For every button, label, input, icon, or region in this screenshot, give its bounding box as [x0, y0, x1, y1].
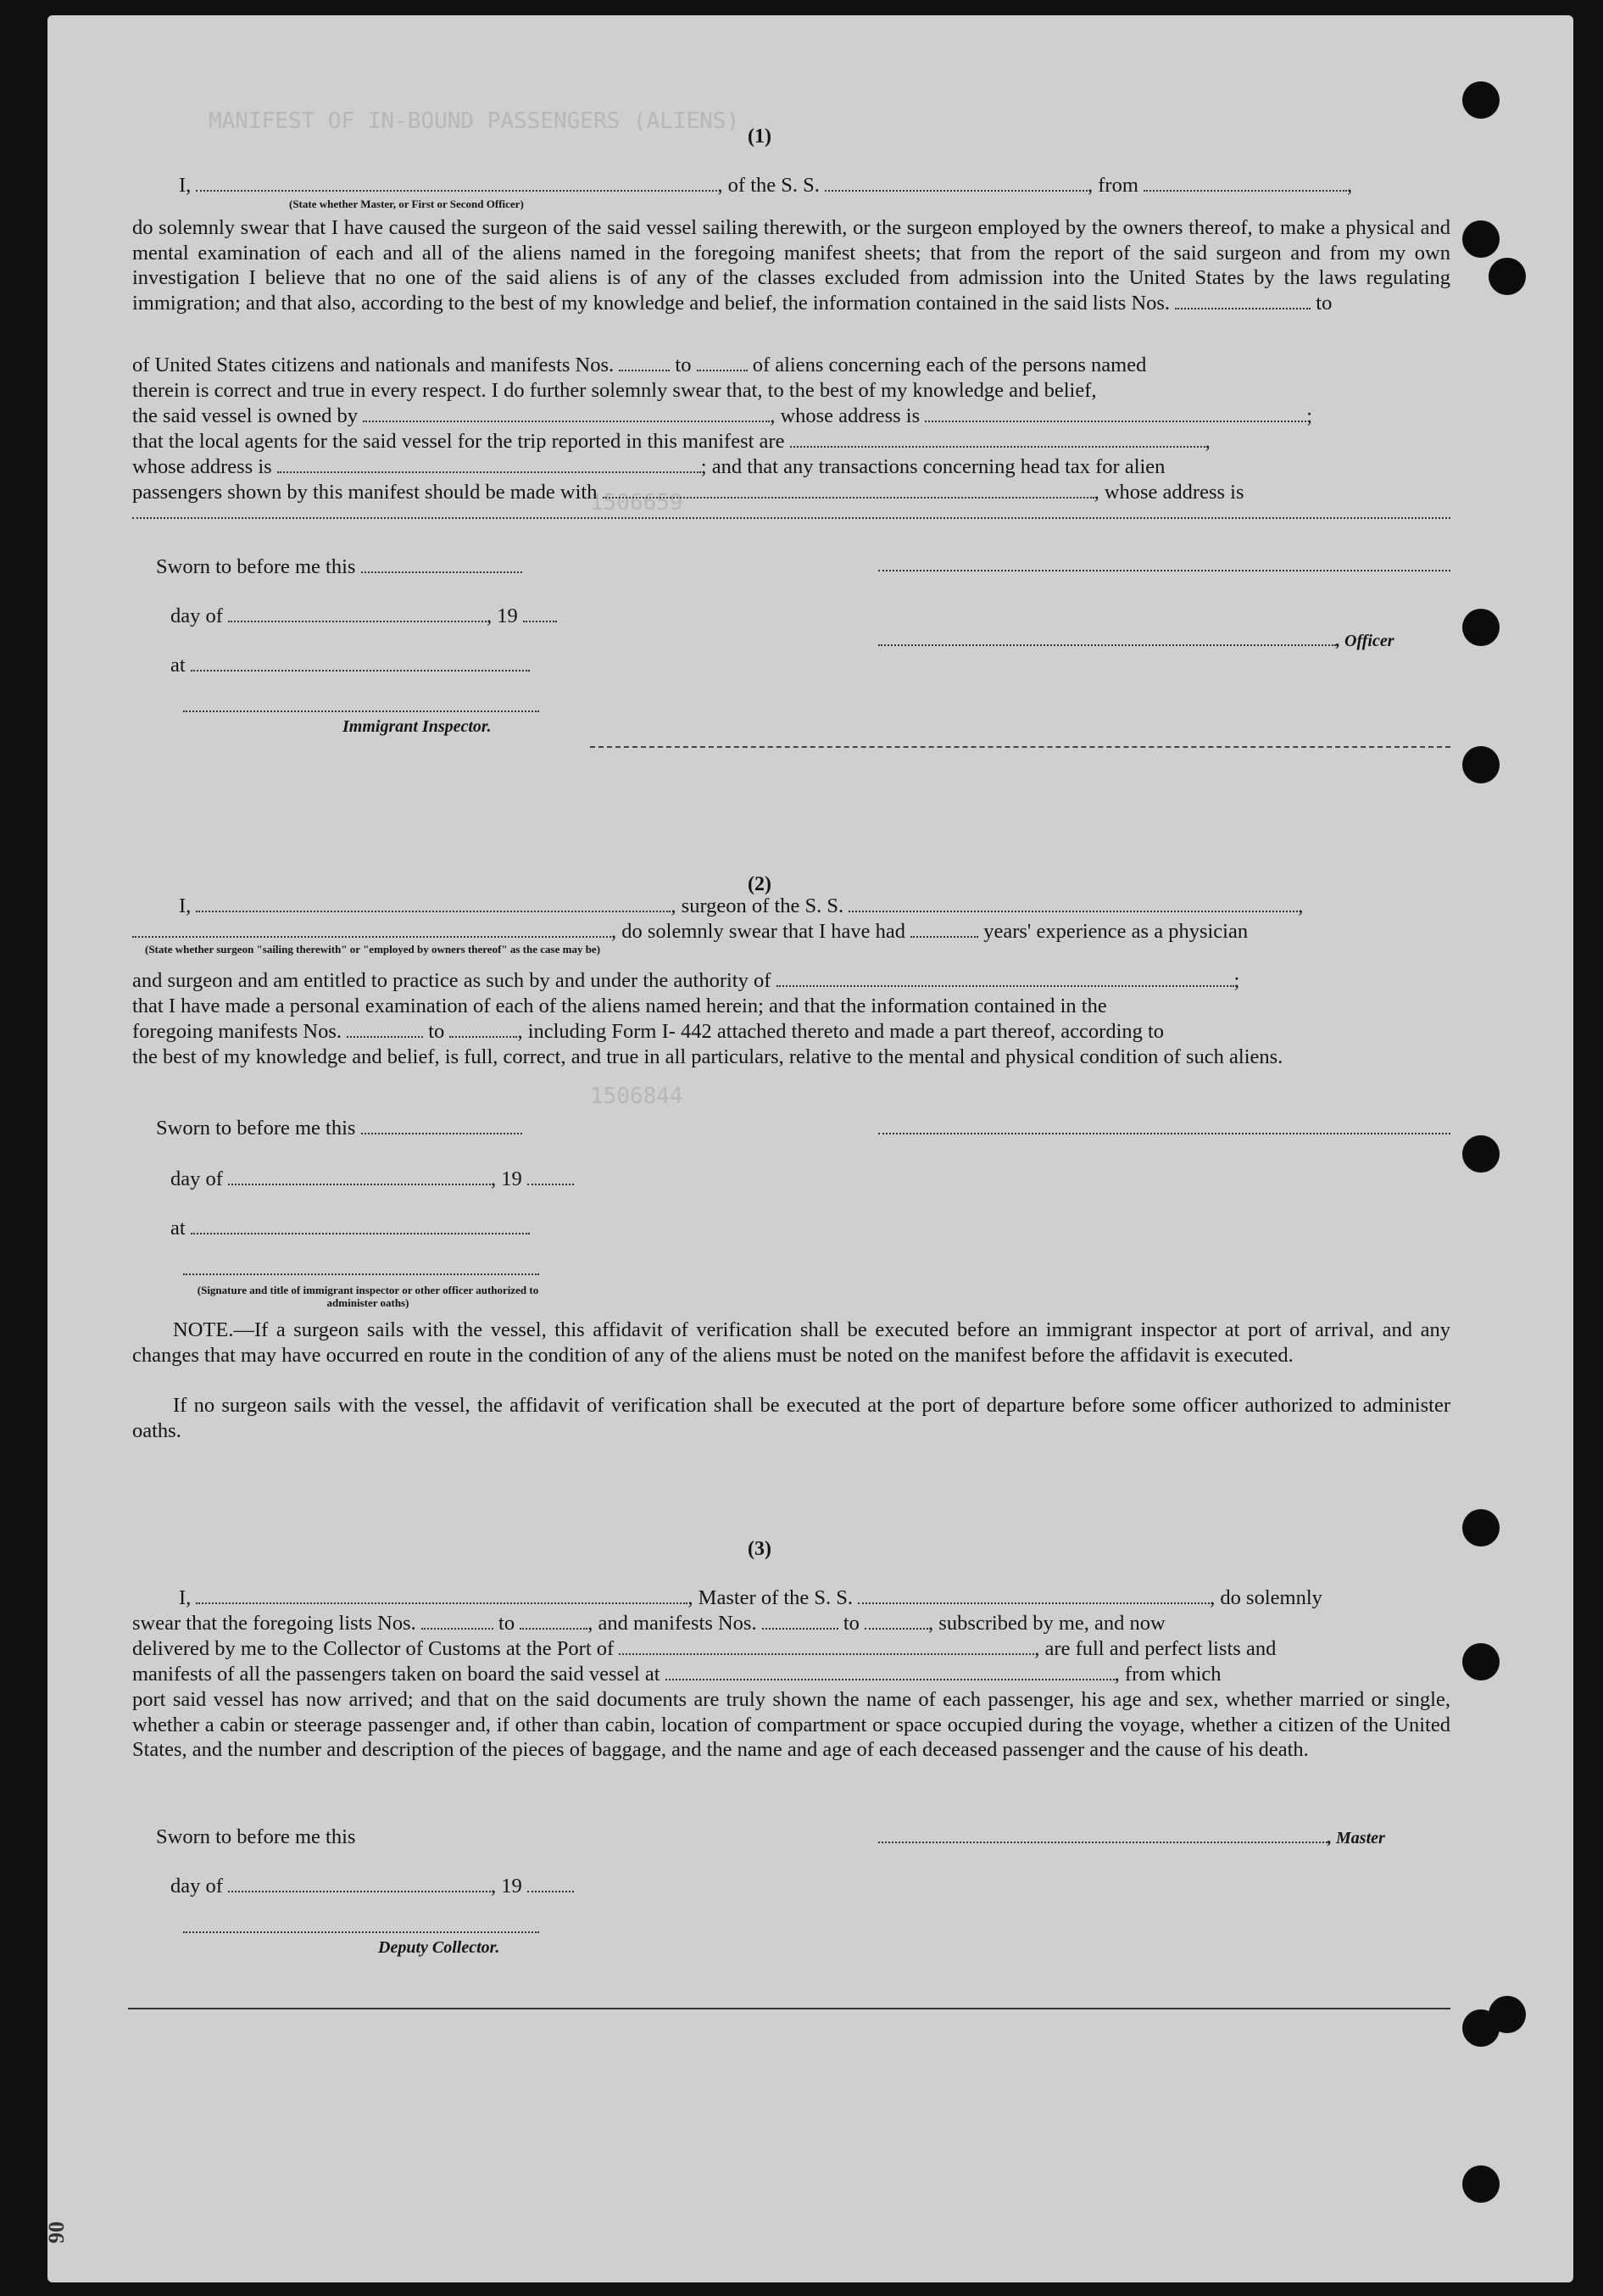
year-field[interactable]: [523, 605, 557, 622]
caption-master-officer: (State whether Master, or First or Second Officer): [289, 198, 524, 210]
section-1-whose-line: whose address is ; and that any transactions concerning head tax for alien: [132, 455, 1166, 478]
agents-address-field[interactable]: [277, 456, 701, 473]
master-signature-row: [878, 1825, 1385, 1852]
owner-field[interactable]: [363, 405, 770, 422]
authority-field[interactable]: [776, 970, 1234, 987]
signature-caption: (Signature and title of immigrant inspector or other officer authorized to administer oaths): [197, 1284, 539, 1309]
officer-rank-field[interactable]: [196, 175, 717, 192]
section-divider: [590, 746, 1450, 750]
section-2-sworn-line: Sworn to before me this: [156, 1116, 522, 1141]
binder-hole: [1462, 746, 1500, 783]
section-3-day-line: day of , 19: [170, 1874, 574, 1899]
bottom-rule: [128, 2008, 1450, 2009]
bleed-through-text: 1506844: [590, 1084, 683, 1109]
binder-hole: [1489, 1996, 1526, 2033]
section-3-manifests-line: manifests of all the passengers taken on board the said vessel at , from which: [132, 1663, 1222, 1686]
head-tax-address-field[interactable]: [132, 515, 1450, 519]
swear-manifests-to-field[interactable]: [865, 1613, 928, 1630]
binder-hole: [1462, 1509, 1500, 1546]
label-i: I,: [179, 174, 192, 197]
swear-lists-from-field[interactable]: [421, 1613, 493, 1630]
departure-port-field[interactable]: [1144, 175, 1347, 192]
sworn-date-field-2[interactable]: [361, 1117, 522, 1134]
section-2-number: (2): [748, 873, 771, 895]
binder-hole: [1462, 220, 1500, 258]
inspector-signature-line-2[interactable]: [183, 1272, 539, 1275]
section-2-at-line: at: [170, 1216, 530, 1241]
binder-hole: [1462, 1643, 1500, 1680]
section-1-citizens-line: of United States citizens and nationals and manifests Nos. to of aliens concerning each of the persons named: [132, 354, 1147, 376]
officer-signature-line-1[interactable]: [878, 568, 1450, 571]
deputy-collector-label: Deputy Collector.: [378, 1938, 500, 1957]
binder-hole: [1462, 1135, 1500, 1173]
owner-address-field[interactable]: [925, 405, 1306, 422]
boarding-port-field[interactable]: [665, 1663, 1115, 1680]
vessel-name-field[interactable]: [825, 175, 1088, 192]
binder-hole: [1489, 258, 1526, 295]
master-vessel-field[interactable]: [858, 1587, 1210, 1604]
deputy-collector-signature-line[interactable]: [183, 1930, 539, 1933]
label-from: , from: [1088, 174, 1138, 197]
section-3-sworn-line: Sworn to before me this: [156, 1825, 356, 1848]
section-3-line-1: I, , Master of the S. S. , do solemnly: [179, 1586, 1322, 1609]
note-2-paragraph: If no surgeon sails with the vessel, the affidavit of verification shall be executed at the port of departure before some officer authorized to administer oaths.: [132, 1394, 1450, 1442]
label-of-ss: , of the S. S.: [717, 174, 820, 197]
surgeon-caption: (State whether surgeon "sailing therewith" or "employed by owners thereof" as the case may be): [145, 943, 601, 956]
at-place-field-2[interactable]: [191, 1218, 530, 1234]
master-label: , Master: [1327, 1829, 1385, 1847]
officer-label: , Officer: [1336, 632, 1394, 650]
manifests-from-field[interactable]: [619, 354, 670, 371]
section-3-number: (3): [748, 1538, 771, 1560]
day-field-2[interactable]: [228, 1168, 491, 1185]
years-experience-field[interactable]: [910, 921, 978, 938]
section-1-agents-line: that the local agents for the said vessel for the trip reported in this manifest are ,: [132, 430, 1211, 453]
manifest-page: [44, 15, 1573, 2282]
immigrant-inspector-signature-line[interactable]: [183, 709, 539, 712]
manifests-to-field[interactable]: [697, 354, 748, 371]
port-of-field[interactable]: [619, 1638, 1034, 1655]
note-paragraph: NOTE.—If a surgeon sails with the vessel, this affidavit of verification shall be executed before an immigrant inspector at port of arrival, and any changes that may have occurred en route in the condition of any of the aliens must be noted on the manifest before the affidavit is executed.: [132, 1318, 1450, 1367]
bleed-through-text: MANIFEST OF IN-BOUND PASSENGERS (ALIENS): [209, 109, 740, 134]
officer-signature-row: [878, 627, 1394, 655]
surgeon-name-field[interactable]: [132, 921, 611, 938]
section-2-foregoing-line: foregoing manifests Nos. to , including Form I- 442 attached thereto and made a part thereof, according to: [132, 1020, 1165, 1043]
section-1-at-line: at: [170, 653, 530, 678]
section-2-line-2: , do solemnly swear that I have had years' experience as a physician: [132, 919, 1248, 945]
at-place-field[interactable]: [191, 655, 530, 672]
section-2-line-1: I, , surgeon of the S. S. ,: [179, 894, 1304, 917]
year-field-3[interactable]: [527, 1875, 574, 1892]
section-1-number: (1): [748, 125, 771, 148]
section-1-passengers-line: passengers shown by this manifest should be made with , whose address is: [132, 481, 1244, 504]
immigrant-inspector-label: Immigrant Inspector.: [342, 717, 492, 736]
section-1-sworn-line: Sworn to before me this: [156, 554, 522, 580]
binder-hole: [1462, 609, 1500, 646]
lists-from-field[interactable]: [1175, 293, 1311, 309]
section-1-line-1: I, , of the S. S. , from ,: [179, 174, 1353, 197]
master-name-field[interactable]: [196, 1587, 687, 1604]
section-3-delivered-line: delivered by me to the Collector of Customs at the Port of , are full and perfect lists and: [132, 1637, 1277, 1660]
foregoing-from-field[interactable]: [347, 1021, 423, 1038]
foregoing-to-field[interactable]: [449, 1021, 517, 1038]
binder-hole: [1462, 81, 1500, 119]
section-1-day-line: day of , 19: [170, 604, 557, 629]
swear-lists-to-field[interactable]: [520, 1613, 587, 1630]
section-2-paragraph-b: the best of my knowledge and belief, is full, correct, and true in all particulars, relative to the mental and physical condition of such aliens.: [132, 1045, 1283, 1068]
section-1-paragraph: do solemnly swear that I have caused the surgeon of the said vessel sailing therewith, or the surgeon employed by the owners thereof, to make a physical and mental examination of each and all of the aliens named in the foregoing manifest sheets; that from the report of the said surgeon and from my own investigation I believe that no one of the said aliens is of any of the classes excluded from admission into the United States by the laws regulating immigration; and that also, according to the best of my knowledge and belief, the information contained in the said lists Nos. to: [132, 216, 1450, 315]
day-field[interactable]: [228, 605, 487, 622]
sworn-date-field[interactable]: [361, 556, 522, 573]
section-2-authority-line: and surgeon and am entitled to practice as such by and under the authority of ;: [132, 969, 1240, 992]
master-signature-field[interactable]: [878, 1826, 1327, 1843]
bleed-through-text: 1506659: [590, 490, 683, 515]
section-3-swear-line: swear that the foregoing lists Nos. to , and manifests Nos. to , subscribed by me, and now: [132, 1612, 1166, 1635]
local-agents-field[interactable]: [790, 431, 1205, 448]
section-2-paragraph-a: that I have made a personal examination of each of the aliens named herein; and that the information contained in the: [132, 995, 1107, 1017]
surgeon-status-field[interactable]: [196, 895, 671, 912]
surgeon-vessel-field[interactable]: [849, 895, 1298, 912]
officer-signature-field[interactable]: [878, 629, 1336, 646]
head-tax-party-field[interactable]: [603, 482, 1094, 499]
section-3-paragraph: port said vessel has now arrived; and that on the said documents are truly shown the name of each passenger, his age and sex, whether married or single, whether a cabin or steerage passenger and, if other than cabin, location of compartment or space occupied during the voyage, whether a citizen of the United States, and the number and description of the pieces of baggage, and the name and age of each deceased passenger and the cause of his death.: [132, 1688, 1450, 1761]
section-1-therein-line: therein is correct and true in every respect. I do further solemnly swear that, to the best of my knowledge and belief,: [132, 379, 1097, 402]
note-label: NOTE.: [173, 1318, 234, 1341]
margin-note: 90: [44, 2221, 69, 2243]
section-2-day-line: day of , 19: [170, 1167, 574, 1192]
binder-hole: [1462, 2165, 1500, 2203]
day-field-3[interactable]: [228, 1875, 491, 1892]
section-1-owned-line: the said vessel is owned by , whose address is ;: [132, 404, 1313, 427]
year-field-2[interactable]: [527, 1168, 574, 1185]
surgeon-signature-line[interactable]: [878, 1131, 1450, 1134]
swear-manifests-from-field[interactable]: [762, 1613, 838, 1630]
